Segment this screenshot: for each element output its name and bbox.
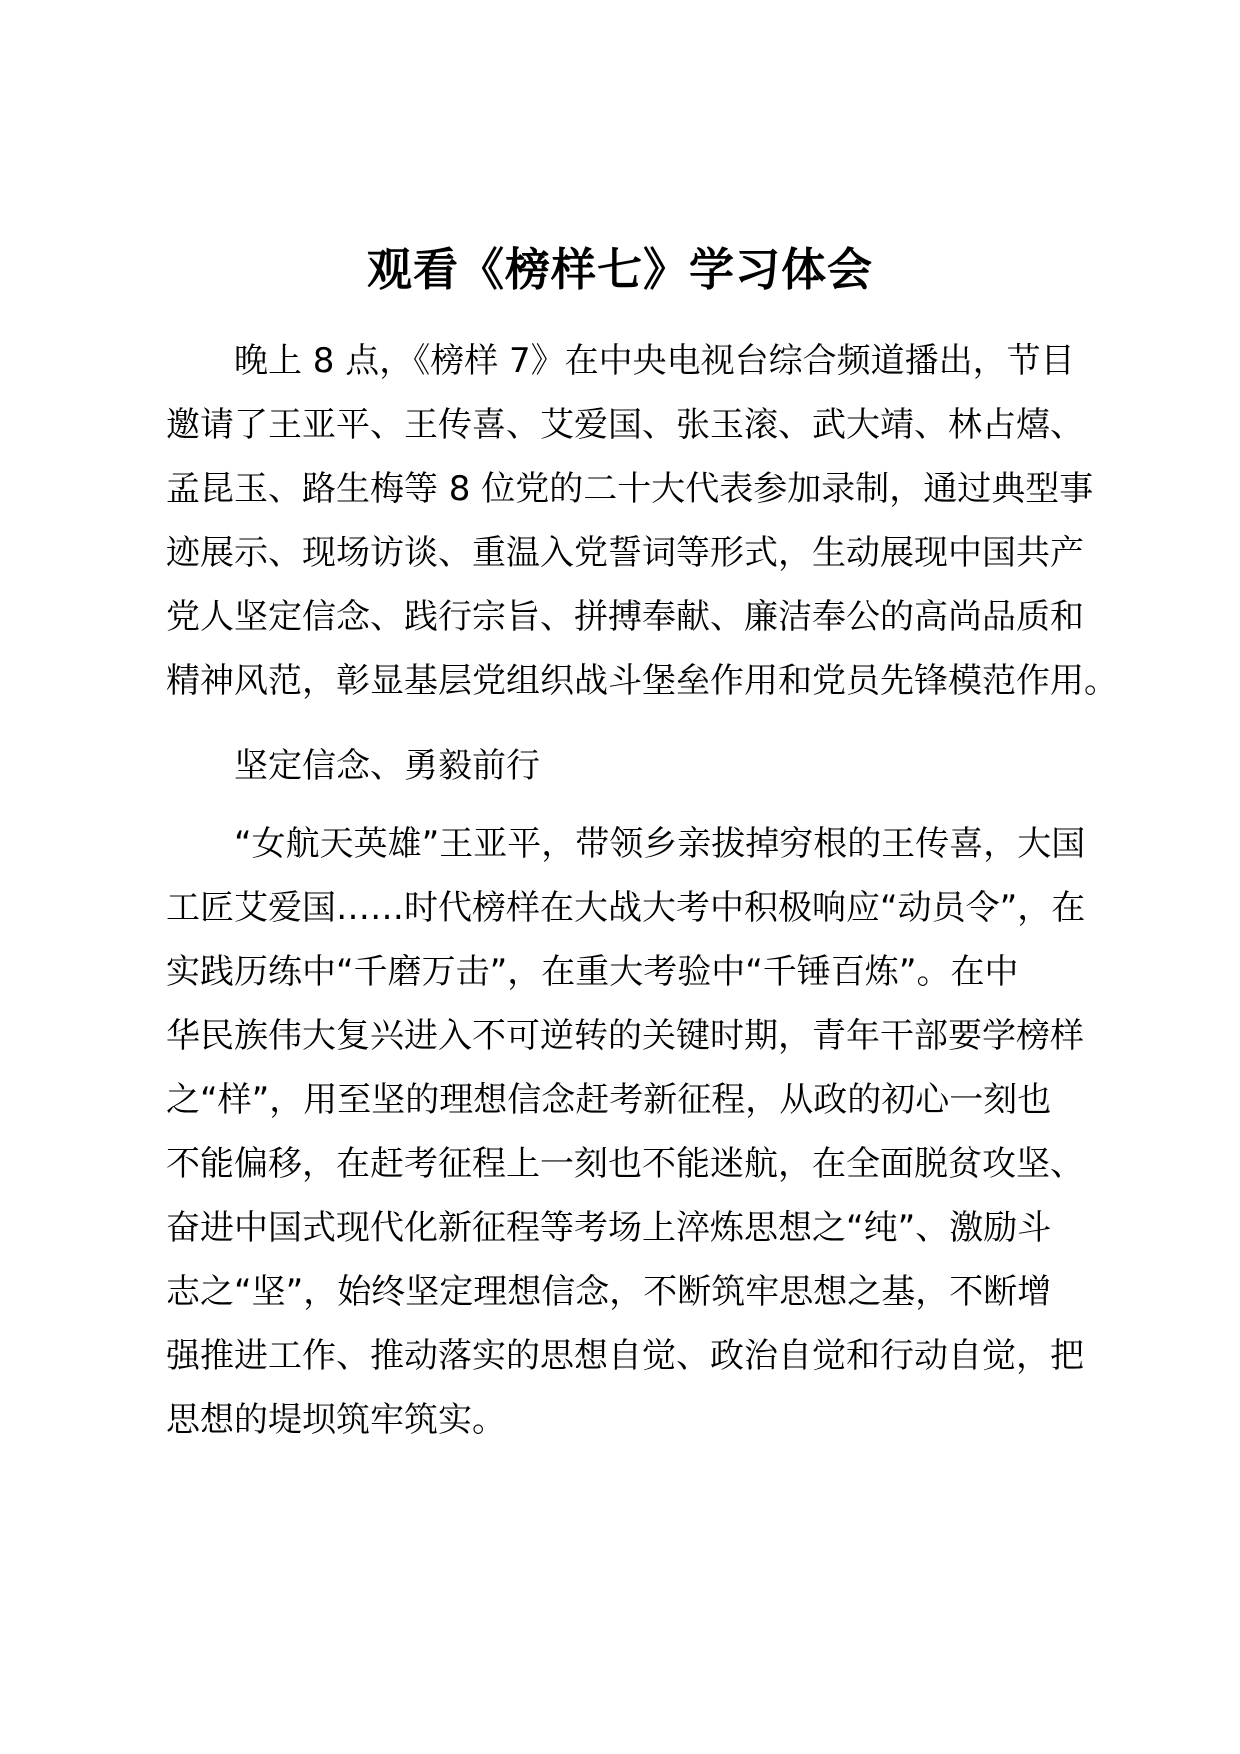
paragraph-line: 实践历练中“千磨万击”，在重大考验中“千锤百炼”。在中 [166, 952, 1019, 992]
paragraph-line: 之“样”，用至坚的理想信念赶考新征程，从政的初心一刻也 [166, 1080, 1052, 1120]
paragraph-line: 华民族伟大复兴进入不可逆转的关键时期，青年干部要学榜样 [166, 1016, 1084, 1056]
paragraph-line: 晚上 8 点，《榜样 7》在中央电视台综合频道播出，节目 [234, 341, 1075, 381]
paragraph-body [166, 812, 1086, 1452]
paragraph-line: 精神风范，彰显基层党组织战斗堡垒作用和党员先锋模范作用。 [166, 661, 1118, 701]
section-heading-text: 坚定信念、勇毅前行 [234, 746, 540, 786]
paragraph-line: 志之“坚”，始终坚定理想信念，不断筑牢思想之基，不断增 [166, 1272, 1052, 1312]
paragraph-line: 迹展示、现场访谈、重温入党誓词等形式，生动展现中国共产 [166, 533, 1084, 573]
document-title: 观看《榜样七》学习体会 [366, 243, 873, 296]
paragraph-line: 党人坚定信念、践行宗旨、拼搏奉献、廉洁奉公的高尚品质和 [166, 597, 1084, 637]
section-heading [166, 734, 1086, 798]
paragraph-intro [166, 329, 1118, 713]
paragraph-line: 不能偏移，在赶考征程上一刻也不能迷航，在全面脱贫攻坚、 [166, 1144, 1084, 1184]
paragraph-line: 孟昆玉、路生梅等 8 位党的二十大代表参加录制，通过典型事 [166, 469, 1094, 509]
paragraph-line: 思想的堤坝筑牢筑实。 [166, 1400, 506, 1440]
paragraph-line: 奋进中国式现代化新征程等考场上淬炼思想之“纯”、激励斗 [166, 1208, 1052, 1248]
paragraph-line: 工匠艾爱国……时代榜样在大战大考中积极响应“动员令”，在 [166, 888, 1086, 928]
paragraph-line: “女航天英雄”王亚平，带领乡亲拔掉穷根的王传喜，大国 [234, 824, 1086, 864]
paragraph-line: 邀请了王亚平、王传喜、艾爱国、张玉滚、武大靖、林占熺、 [166, 405, 1084, 445]
paragraph-line: 强推进工作、推动落实的思想自觉、政治自觉和行动自觉，把 [166, 1336, 1084, 1376]
